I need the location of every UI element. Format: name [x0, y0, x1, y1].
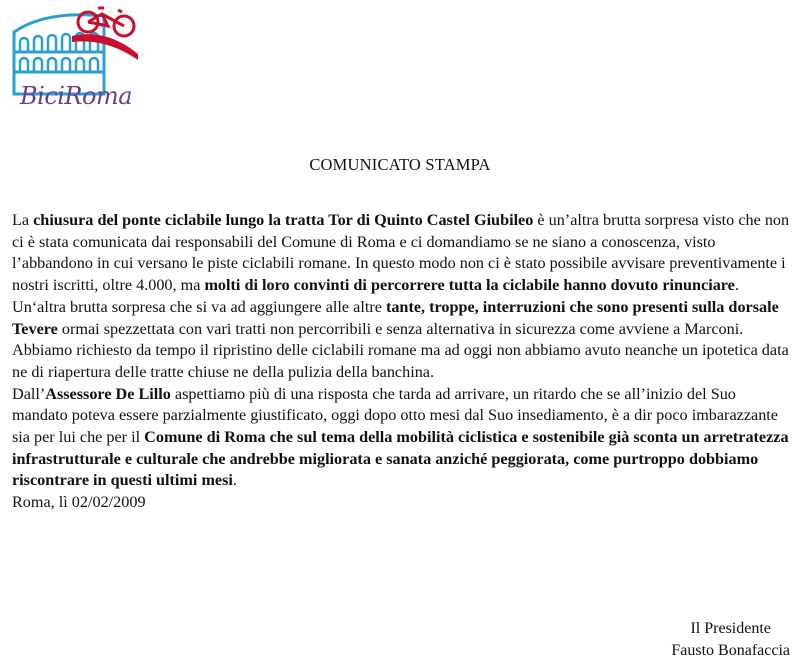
- body-paragraph: [12, 297, 792, 340]
- text-segment: Dall’: [12, 384, 46, 403]
- text-segment: Un‘altra brutta sorpresa che si va ad aggiungere alle altre: [12, 297, 386, 316]
- text-segment: è un’altra brutta sorpresa visto che non ci è stata comunicata dai responsabili del Comune di Roma e ci domandiamo se ne siano a conoscenza, visto l’abbandono in cui versano le piste ciclabili romane. In questo modo non ci è stato possibile avvisare preventivamente i nostri iscritti, oltre 4.000, ma: [12, 211, 790, 295]
- biciroma-logo: [6, 2, 148, 114]
- signature-role: Il Presidente: [690, 620, 771, 637]
- text-segment: .: [734, 276, 739, 295]
- logo-text: BiciRoma: [20, 82, 133, 110]
- signature-name: Fausto Bonafaccia: [671, 642, 790, 659]
- body-paragraph: [12, 384, 792, 493]
- text-segment: Abbiamo richiesto da tempo il ripristino delle ciclabili romane ma ad oggi non abbiamo avuto neanche un ipotetica data ne di riapertura delle tratte chiuse ne della pulizia della banchina.: [12, 341, 789, 381]
- bold-text-segment: molti di loro convinti di percorrere tutta la ciclabile hanno dovuto rinunciare: [204, 276, 735, 295]
- text-segment: ormai spezzettata con vari tratti non percorribili e senza alternativa in sicurezza come avviene a Marconi.: [57, 319, 744, 338]
- text-segment: La: [12, 211, 34, 229]
- text-segment: .: [232, 471, 237, 490]
- body-paragraph: [12, 492, 792, 514]
- signature-block: [671, 618, 790, 662]
- bold-text-segment: Assessore De Lillo: [45, 384, 171, 403]
- body-paragraph: [12, 210, 792, 297]
- text-segment: Roma, lì 02/02/2009: [12, 493, 146, 512]
- body-paragraph: [12, 340, 792, 383]
- page-title: COMUNICATO STAMPA: [309, 155, 491, 174]
- bold-text-segment: chiusura del ponte ciclabile lungo la tratta Tor di Quinto Castel Giubileo: [33, 211, 534, 229]
- press-release-body: [12, 210, 792, 514]
- bold-text-segment: tante, troppe, interruzioni che sono presenti sulla dorsale Tevere: [12, 297, 779, 338]
- bold-text-segment: Comune di Roma che sul tema della mobilità ciclistica e sostenibile già sconta un arretratezza infrastrutturale e culturale che andrebbe migliorata e sanata anziché peggiorata, come purtroppo dobbiamo riscontrare in questi ultimi mesi: [12, 428, 789, 490]
- text-segment: aspettiamo più di una risposta che tarda ad arrivare, un ritardo che se all’inizio del Suo mandato poteva essere parzialmente giustificato, oggi dopo otto mesi dal Suo insediamento, è a dir poco imbarazzante sia per lui che per il: [12, 384, 778, 447]
